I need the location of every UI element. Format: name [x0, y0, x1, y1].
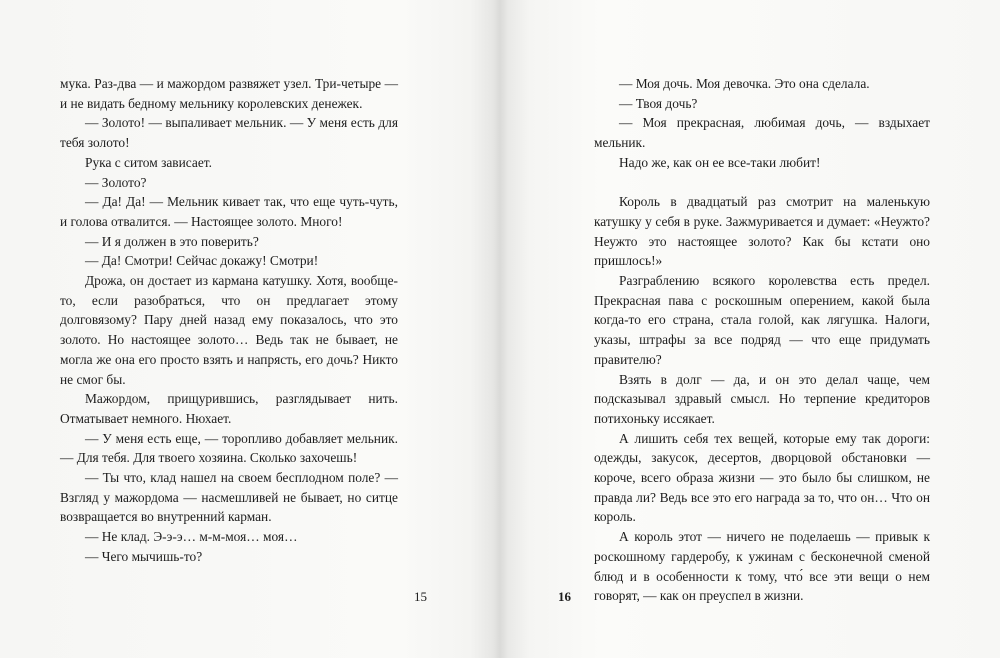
paragraph: А лишить себя тех вещей, которые ему так дороги: одежды, закусок, десертов, дворцовой обстановки — короче, всего образа жизни — это было бы слишком, не правда ли? Ведь все это его награда за то, что он… Что он король. [594, 430, 930, 525]
left-page-text [60, 74, 398, 567]
paragraph: Разграблению всякого королевства есть предел. Прекрасная пава с роскошным оперением, какой была когда-то его страна, стала голой, как лягушка. Налоги, указы, штрафы за все подряд — что еще придумать правителю? [594, 273, 930, 367]
section-break [594, 173, 930, 193]
paragraph: Мажордом, прищурившись, разглядывает нить. Отматывает немного. Нюхает. [60, 391, 398, 426]
page-number-right: 16 [558, 589, 571, 604]
paragraph: — Да! Да! — Мельник кивает так, что еще чуть-чуть, и голова отвалится. — Настоящее золото. Много! [60, 194, 398, 229]
right-page-text [594, 74, 930, 606]
paragraph: А король этот — ничего не поделаешь — привык к роскошному гардеробу, к ужинам с бесконечной сменой блюд и в особенности к тому, что́ все эти вещи о нем говорят, — как он преуспел в жизни. [594, 529, 930, 604]
paragraph: — Не клад. Э-э-э… м-м-моя… моя… [85, 529, 298, 545]
paragraph: Взять в долг — да, и он это делал чаще, чем подсказывал здравый смысл. Но терпение кредиторов потихоньку иссякает. [594, 371, 930, 426]
page-number-left: 15 [414, 589, 427, 604]
paragraph: Надо же, как он ее все-таки любит! [619, 154, 821, 170]
paragraph: — Ты что, клад нашел на своем бесплодном поле? — Взгляд у мажордома — насмешливей не бывает, но ситце возвращается во внутренний карман. [60, 470, 398, 525]
paragraph: Дрожа, он достает из кармана катушку. Хотя, вообще-то, если разобраться, что он предлагает этому долговязому? Пару дней назад ему показалось, что это золото. Но настоящее золото… Ведь так не бывает, не могла же она его просто взять и напрясть, его дочь? Никто не смог бы. [60, 273, 398, 387]
paragraph: — У меня есть еще, — торопливо добавляет мельник. — Для тебя. Для твоего хозяина. Сколько захочешь! [60, 430, 398, 466]
paragraph: — И я должен в это поверить? [85, 233, 259, 249]
paragraph: — Золото! — выпаливает мельник. — У меня есть для тебя золото! [60, 115, 398, 151]
paragraph: — Твоя дочь? [619, 95, 698, 111]
paragraph: — Моя прекрасная, любимая дочь, — вздыхает мельник. [594, 115, 930, 151]
paragraph: — Золото? [85, 174, 147, 190]
paragraph: Король в двадцатый раз смотрит на маленькую катушку у себя в руке. Зажмуривается и думает: «Неужто? Неужто это настоящее золото? Как бы кстати оно пришлось!» [594, 194, 930, 269]
paragraph: — Чего мычишь-то? [85, 548, 203, 564]
paragraph: мука. Раз-два — и мажордом развяжет узел. Три-четыре — и не видать бедному мельнику королевских денежек. [60, 76, 398, 111]
paragraph: — Моя дочь. Моя девочка. Это она сделала. [619, 76, 870, 91]
paragraph: — Да! Смотри! Сейчас докажу! Смотри! [85, 253, 319, 269]
paragraph: Рука с ситом зависает. [85, 154, 212, 170]
